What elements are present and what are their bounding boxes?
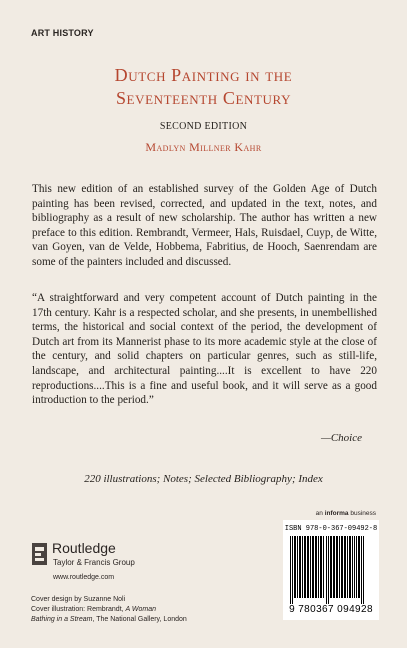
barcode-bar: [344, 536, 346, 598]
barcode-bar: [352, 536, 353, 598]
barcode-bar: [339, 536, 340, 598]
barcode-bar: [312, 536, 314, 598]
review-source: —Choice: [321, 432, 362, 444]
barcode-bar: [292, 536, 293, 604]
barcode-bar: [356, 536, 357, 598]
barcode-bar: [297, 536, 298, 598]
barcode-bar: [294, 536, 296, 598]
barcode-bar: [315, 536, 317, 598]
barcode-bar: [328, 536, 329, 604]
edition-label: SECOND EDITION: [159, 121, 248, 132]
informa-brand: informa: [324, 510, 349, 517]
barcode-bar: [318, 536, 319, 598]
review-quote: “A straightforward and very competent account of Dutch painting in the 17th century. Kahr is a respected scholar, and she presents, in unembellished terms, the historical and social context of the period, the development of Dutch art from its Mannerist phase to its more academic style at the close of the century, and solid chapters on particular genres, such as still-life, landscape, and architectural painting....It is excellent to have 220 reproductions....This is a fine and useful book, and it will serve as a good introduction to the period.”: [32, 292, 377, 407]
barcode-bar: [354, 536, 355, 598]
publisher-name: Routledge: [52, 540, 116, 556]
barcode-bar: [304, 536, 306, 598]
barcode-bar: [320, 536, 322, 598]
cover-illustration-credit-line1: Cover illustration: Rembrandt, A Woman: [31, 606, 157, 613]
contents-summary: 220 illustrations; Notes; Selected Bibliography; Index: [84, 473, 323, 485]
barcode-bar: [358, 536, 360, 598]
painting-title-part2: Bathing in a Stream: [31, 616, 93, 623]
isbn-barcode: [283, 520, 379, 620]
publisher-group: Taylor & Francis Group: [53, 558, 135, 567]
barcode-bar: [307, 536, 309, 598]
barcode-bar: [290, 536, 291, 604]
cover-illustration-credit-line2: Bathing in a Stream, The National Gallery, London: [31, 616, 187, 623]
barcode-bar: [347, 536, 348, 598]
barcode-bar: [341, 536, 343, 598]
barcode-bar: [326, 536, 327, 604]
barcode-bar: [361, 536, 362, 604]
painting-title-part1: A Woman: [125, 606, 157, 613]
category-label: ART HISTORY: [31, 28, 94, 38]
author-name: Madlyn Millner Kahr: [145, 140, 262, 154]
barcode-bar: [330, 536, 332, 598]
barcode-graphic: [288, 536, 374, 604]
isbn-label: ISBN 978-0-367-09492-8: [284, 525, 378, 533]
book-description: This new edition of an established survey of the Golden Age of Dutch painting has been revised, corrected, and updated in the text, notes, and bibliography as a result of new scholarship. The author has written a new preface to this edition. Rembrandt, Vermeer, Hals, Ruisdael, Cuyp, de Witte, van Goyen, van de Velde, Hobbema, Fabritius, de Hooch, Saenrendam are some of the painters included and discussed.: [32, 183, 377, 268]
barcode-bar: [363, 536, 364, 604]
informa-tagline: an informa business: [315, 510, 376, 517]
title-line-2: Seventeenth Century: [115, 88, 292, 108]
routledge-logo-icon: [31, 541, 48, 567]
cover-credits: [31, 595, 251, 625]
barcode-bar: [349, 536, 351, 598]
barcode-bar: [323, 536, 324, 598]
barcode-bar: [336, 536, 338, 598]
title-line-1: Dutch Painting in the: [114, 65, 293, 85]
barcode-bar: [310, 536, 311, 598]
barcode-bar: [302, 536, 303, 598]
book-title: [0, 64, 407, 110]
cover-design-credit: Cover design by Suzanne Noli: [31, 596, 126, 603]
barcode-digits: 9 780367 094928: [289, 604, 373, 615]
barcode-bar: [333, 536, 335, 598]
publisher-website[interactable]: www.routledge.com: [53, 574, 115, 581]
barcode-bar: [299, 536, 301, 598]
